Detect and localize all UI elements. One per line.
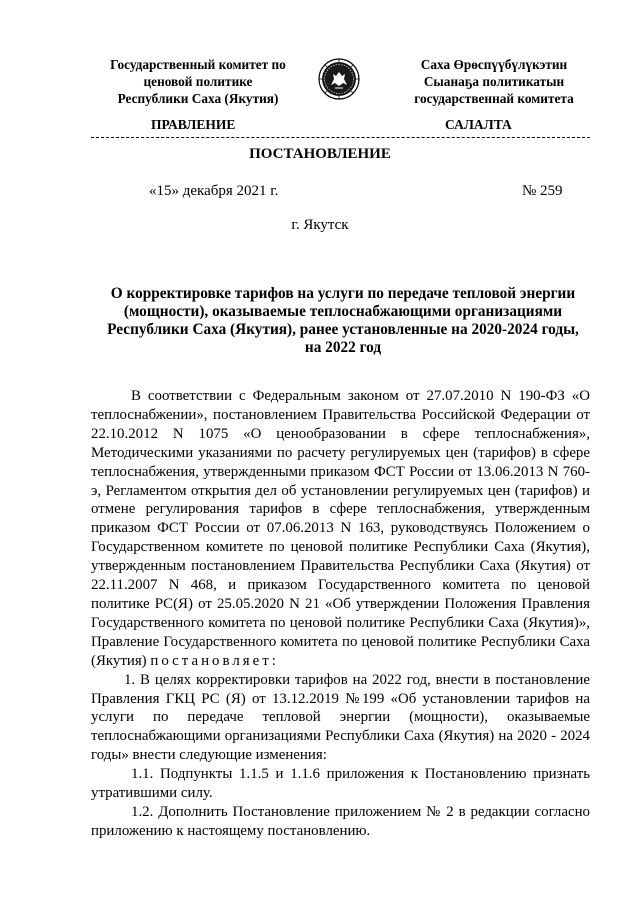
document-number: № 259 <box>522 183 563 199</box>
left-organization-name <box>98 56 298 107</box>
document-date: «15» декабря 2021 г. <box>149 183 279 199</box>
item-1-1: 1.1. Подпункты 1.1.5 и 1.1.6 приложения к Постановлению признать утратившими силу. <box>91 766 590 802</box>
coat-of-arms-emblem <box>318 58 360 100</box>
preamble-text: В соответствии с Федеральным законом от 27.07.2010 N 190-ФЗ «О теплоснабжении», постановлением Правительства Российской Федерации от 22.10.2012 N 1075 «О ценообразовании в сфере теплоснабжения», Методическими указаниями по расчету регулируемых цен (тарифов) в сфере теплоснабжения, утвержденными приказом ФСТ России от 13.06.2013 N 760-э, Регламентом открытия дел об установлении регулируемых цен (тарифов) и отмене регулирования тарифов в сфере теплоснабжения, утвержденным приказом ФСТ России от 07.06.2013 N 163, руководствуясь Положением о Государственном комитете по ценовой политике Республики Саха (Якутия), утвержденным постановлением Правительства Республики Саха (Якутия) от 22.11.2007 N 468, и приказом Государственного комитета по ценовой политике РС(Я) от 25.05.2020 N 21 «Об утверждении Положения Правления Государственного комитета по ценовой политике Республики Саха (Якутия)», Правление Государственного комитета по ценовой политике Республики Саха (Якутия) <box>91 388 590 669</box>
right-org-line: государственнай комитета <box>414 91 574 106</box>
left-org-line: ценовой политике <box>143 74 253 89</box>
board-label-ru: ПРАВЛЕНИЕ <box>151 117 236 132</box>
left-org-line: Государственный комитет по <box>110 57 286 72</box>
document-title: О корректировке тарифов на услуги по передаче тепловой энергии (мощности), оказываемые теплоснабжающими организациями Республики Саха (Якутия), ранее установленные на 2020-2024 годы, на 2022 год <box>107 285 579 356</box>
left-org-line: Республики Саха (Якутия) <box>117 91 279 106</box>
right-org-line: Саха Өрөспүүбүлүкэтин <box>420 57 568 72</box>
header-divider <box>91 137 590 138</box>
item-1: 1. В целях корректировки тарифов на 2022 год, внести в постановление Правления ГКЦ РС (Я) от 13.12.2019 №199 «Об установлении тарифов на услуги по передаче тепловой энергии (мощности), оказываемые теплоснабжающими организациями Республики Саха (Якутия) на 2020 - 2024 годы» внести следующие изменения: <box>91 671 590 764</box>
document-type: ПОСТАНОВЛЕНИЕ <box>249 146 391 162</box>
document-body <box>91 387 590 841</box>
preamble-paragraph <box>91 387 590 671</box>
board-label-sakha: САЛАЛТА <box>445 117 512 132</box>
right-organization-name <box>398 56 590 107</box>
item-1-2: 1.2. Дополнить Постановление приложением № 2 в редакции согласно приложению к настоящему постановлению. <box>91 803 590 839</box>
document-city: г. Якутск <box>291 217 349 233</box>
right-org-line: Сыанаҕа политикатын <box>423 74 565 89</box>
decree-word: постановляет: <box>150 652 279 669</box>
